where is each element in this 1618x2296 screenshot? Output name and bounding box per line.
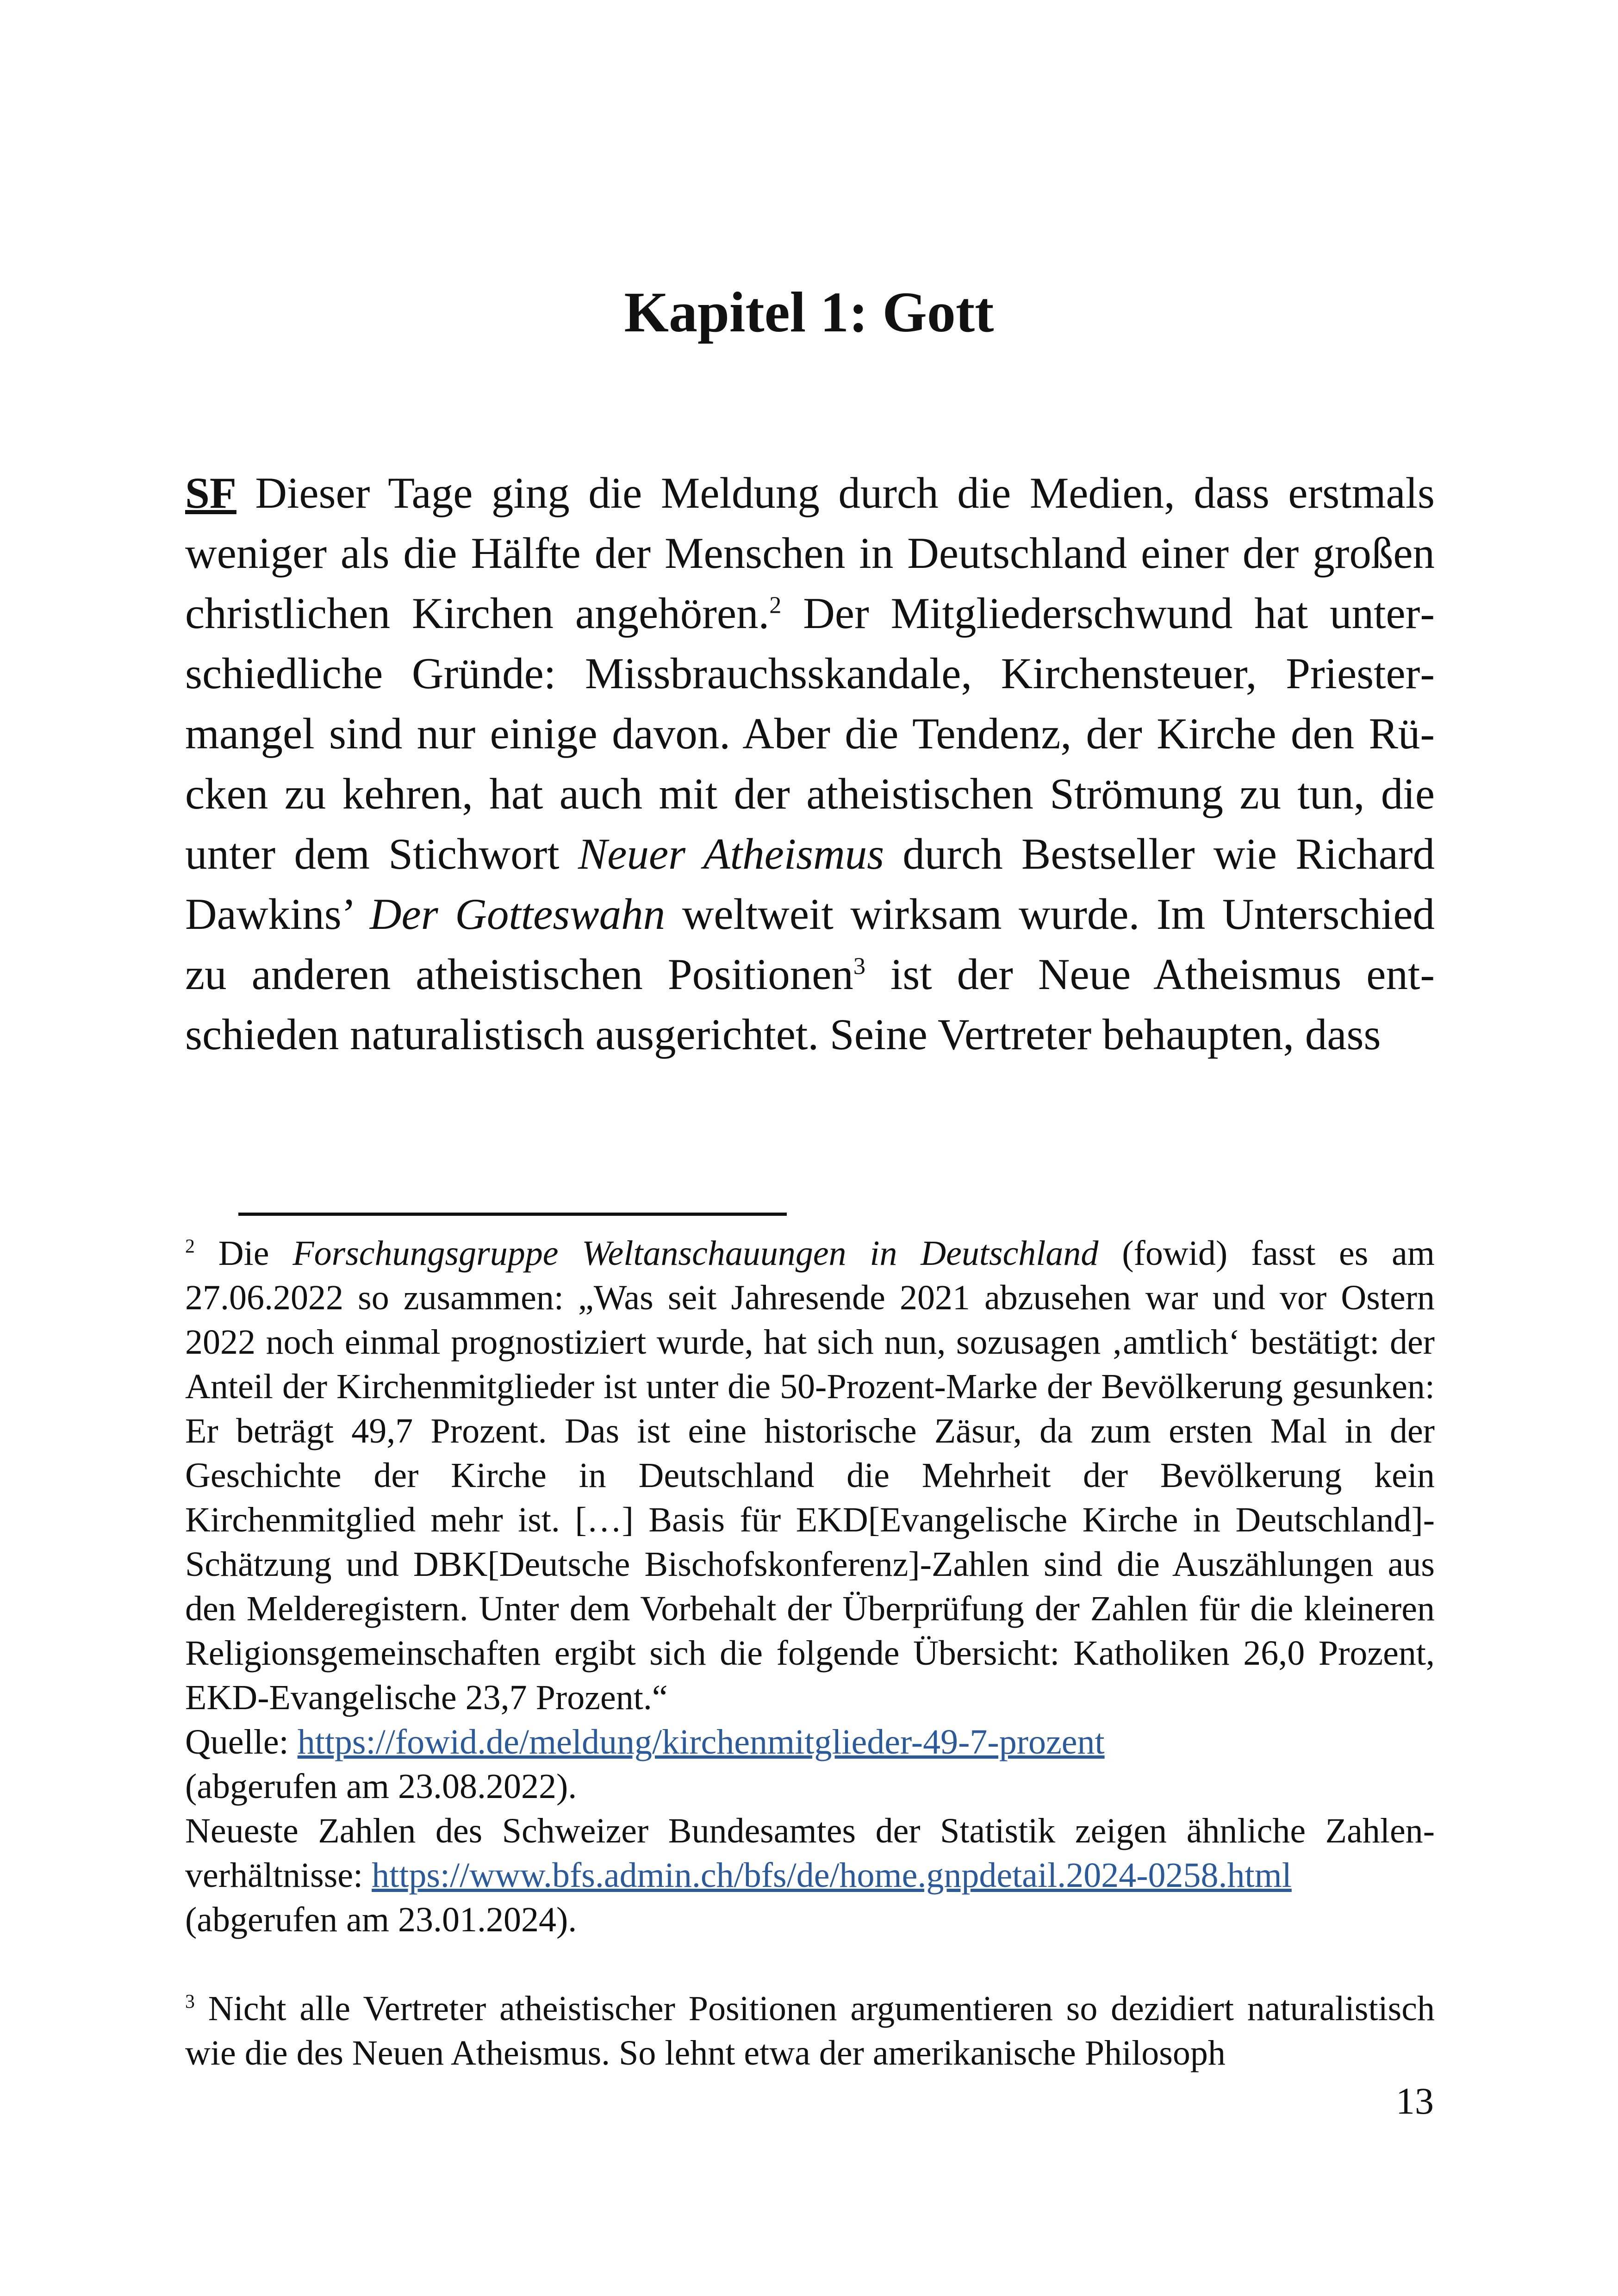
- body-text-part-4: weltweit wirksam wurde. Im Unterschied zu anderen atheistischen Positionen: [185, 890, 1435, 999]
- page-number: 13: [1396, 2080, 1434, 2122]
- source-label: Quelle:: [185, 1723, 298, 1761]
- main-paragraph: [185, 463, 1435, 1064]
- footnote-2: [185, 1231, 1435, 1720]
- footnote-2-text: (fowid) fasst es am 27.06.2022 so zusammen: „Was seit Jahresende 2021 abzusehen war und vor Ostern 2022 noch einmal prognostiziert wurde, hat sich nun, sozusagen ‚amtlich‘ bestätigt: der Anteil der Kirchenmitglieder ist unter die 50-Prozent-Marke der Bevölkerung gesunken: Er beträgt 49,7 Prozent. Das ist eine historische Zäsur, da zum ersten Mal in der Geschichte der Kirche in Deutschland die Mehrheit der Bevölkerung kein Kirchenmitglied mehr ist. […] Basis für EKD[Evangelische Kirche in Deutschland]-Schätzung und DBK[Deutsche Bischofskonferenz]-Zahlen sind die Auszählungen aus den Melderegistern. Unter dem Vorbehalt der Überprüfung der Zahlen für die kleineren Religionsgemeinschaften ergibt sich die folgende Übersicht: Katholiken 26,0 Prozent, EKD-Evangelische 23,7 Prozent.“: [185, 1234, 1435, 1717]
- body-text-part-1: Dieser Tage ging die Meldung durch die Medien, dass erstmals weniger als die Hälfte der Menschen in Deutschland einer der großen christlichen Kirchen angehören.: [185, 468, 1435, 638]
- footnote-gap: [185, 1942, 1435, 1986]
- footnote-mark-3: 3: [185, 1991, 195, 2013]
- footnote-reference-2[interactable]: 2: [769, 591, 782, 619]
- emphasis-neuer-atheismus: Neuer Atheismus: [578, 829, 884, 878]
- chapter-title: Kapitel 1: Gott: [624, 280, 994, 344]
- footnote-2-source-date: (abgerufen am 23.08.2022).: [185, 1767, 577, 1806]
- fowid-link[interactable]: https://fowid.de/meldung/kirchenmitglieder-49-7-prozent: [297, 1723, 1105, 1761]
- footnote-2-lead: Die: [194, 1234, 293, 1273]
- footnote-3-text: Nicht alle Vertreter atheistischer Positionen argumentieren so dezidiert naturalistisch wie die des Neuen Atheismus. So lehnt etwa der amerikanische Philosoph: [185, 1989, 1435, 2072]
- body-text-part-2: Der Mitgliederschwund hat unterschiedliche Gründe: Missbrauchsskandale, Kirchensteuer, Priestermangel sind nur einige davon. Aber die Tendenz, der Kirche den Rücken zu kehren, hat auch mit der atheistischen Strömung zu tun, die unter dem Stichwort: [185, 589, 1435, 878]
- body-text-part-3: durch Bestseller wie Richard Dawkins’: [185, 829, 1435, 939]
- footnote-2-source: [185, 1720, 1435, 1764]
- emphasis-book-title: Der Gotteswahn: [369, 890, 666, 939]
- footnote-2-swiss-note: [185, 1809, 1435, 1898]
- footnote-mark-2: 2: [185, 1236, 195, 1257]
- footnote-separator: [238, 1213, 787, 1216]
- body-text-part-5: ist der Neue Atheismus entschieden naturalistisch ausgerichtet. Seine Vertreter behaupten, dass: [185, 950, 1435, 1059]
- footnote-reference-3[interactable]: 3: [853, 952, 866, 980]
- footnote-2-organization: Forschungsgruppe Weltanschauungen in Deutschland: [292, 1234, 1099, 1273]
- swiss-note-text: Neueste Zahlen des Schweizer Bundesamtes der Statistik zeigen ähnliche Zahlenverhältnisse:: [185, 1811, 1435, 1895]
- footnotes-section: [185, 1231, 1435, 2075]
- speaker-initials: SF: [185, 468, 236, 517]
- footnote-2-swiss-date: (abgerufen am 23.01.2024).: [185, 1900, 577, 1939]
- footnote-3: [185, 1986, 1435, 2075]
- bfs-link[interactable]: https://www.bfs.admin.ch/bfs/de/home.gnpdetail.2024-0258.html: [372, 1856, 1292, 1895]
